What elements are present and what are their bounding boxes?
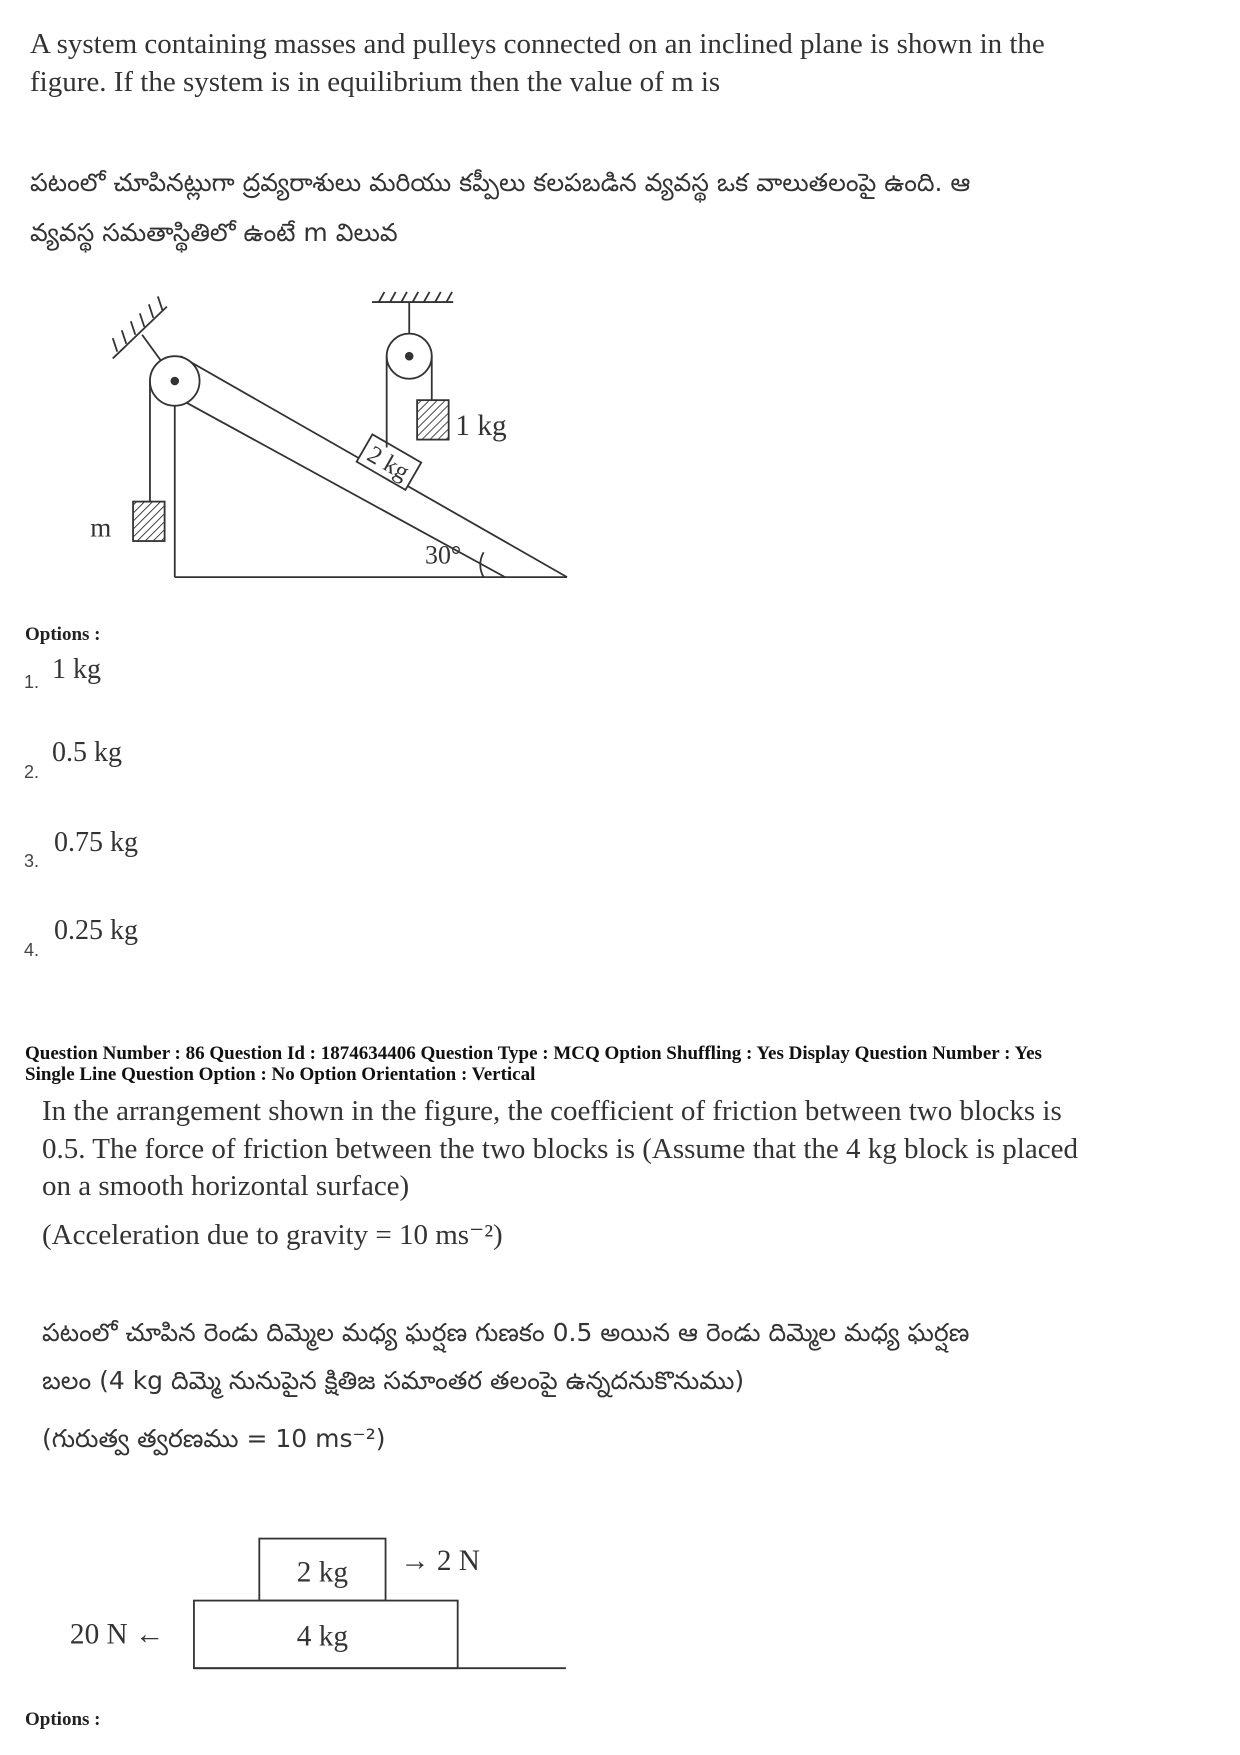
option-text: 0.5 kg <box>52 737 122 768</box>
label-right-force: → 2 N <box>400 1545 480 1578</box>
label-m: m <box>90 512 112 543</box>
options-label: Options : <box>25 1709 101 1730</box>
friction-blocks-figure <box>194 1539 566 1669</box>
block-1kg <box>417 400 449 439</box>
question-text-telugu: పటంలో చూపినట్లుగా ద్రవ్యరాశులు మరియు కప్పీలు కలపబడిన వ్యవస్థ ఒక వాలుతలంపై ఉంది. ఆ <box>30 168 971 197</box>
option-text: 0.75 kg <box>54 827 138 858</box>
label-bottom-block: 4 kg <box>296 1620 349 1653</box>
question-text-line: A system containing masses and pulleys connected on an inclined plane is shown in the <box>30 28 1045 60</box>
question-text-telugu: వ్యవస్థ సమతాస్థితిలో ఉంటే m విలువ <box>30 218 398 247</box>
question-text-telugu: (గురుత్వ త్వరణము = 10 ms⁻²) <box>42 1424 386 1453</box>
label-1kg: 1 kg <box>455 410 507 443</box>
question-text-line: 0.5. The force of friction between the two blocks is (Assume that the 4 kg block is placed <box>42 1133 1078 1165</box>
label-angle: 30° <box>425 540 462 570</box>
option-text: 0.25 kg <box>54 915 138 946</box>
option-number: 4. <box>24 940 40 960</box>
question-text-line: (Acceleration due to gravity = 10 ms⁻²) <box>42 1219 503 1251</box>
question-text-line: figure. If the system is in equilibrium then the value of m is <box>30 66 721 98</box>
mass-m-block <box>133 502 165 541</box>
question-text-telugu: పటంలో చూపిన రెండు దిమ్మెల మధ్య ఘర్షణ గుణకం 0.5 అయిన ఆ రెండు దిమ్మెల మధ్య ఘర్షణ <box>42 1318 970 1347</box>
ceiling-hatch <box>372 292 453 302</box>
question-text-line: In the arrangement shown in the figure, the coefficient of friction between two blocks is <box>42 1095 1062 1127</box>
option-text: 1 kg <box>52 654 101 685</box>
question-meta: Single Line Question Option : No Option Orientation : Vertical <box>25 1064 536 1085</box>
option-number: 3. <box>24 851 40 871</box>
option-number: 2. <box>24 762 40 782</box>
options-label: Options : <box>25 624 101 645</box>
option-number: 1. <box>24 672 40 692</box>
label-2kg: 2 kg <box>362 440 414 486</box>
question-text-telugu: బలం (4 kg దిమ్మె నునుపైన క్షితిజ సమాంతర తలంపై ఉన్నదనుకొనుము) <box>42 1366 745 1395</box>
question-meta: Question Number : 86 Question Id : 1874634406 Question Type : MCQ Option Shuffling : Yes Display Question Number : Yes <box>25 1043 1042 1064</box>
label-left-force: 20 N ← <box>69 1618 165 1651</box>
label-top-block: 2 kg <box>296 1556 349 1589</box>
question-text-line: on a smooth horizontal surface) <box>42 1170 410 1202</box>
